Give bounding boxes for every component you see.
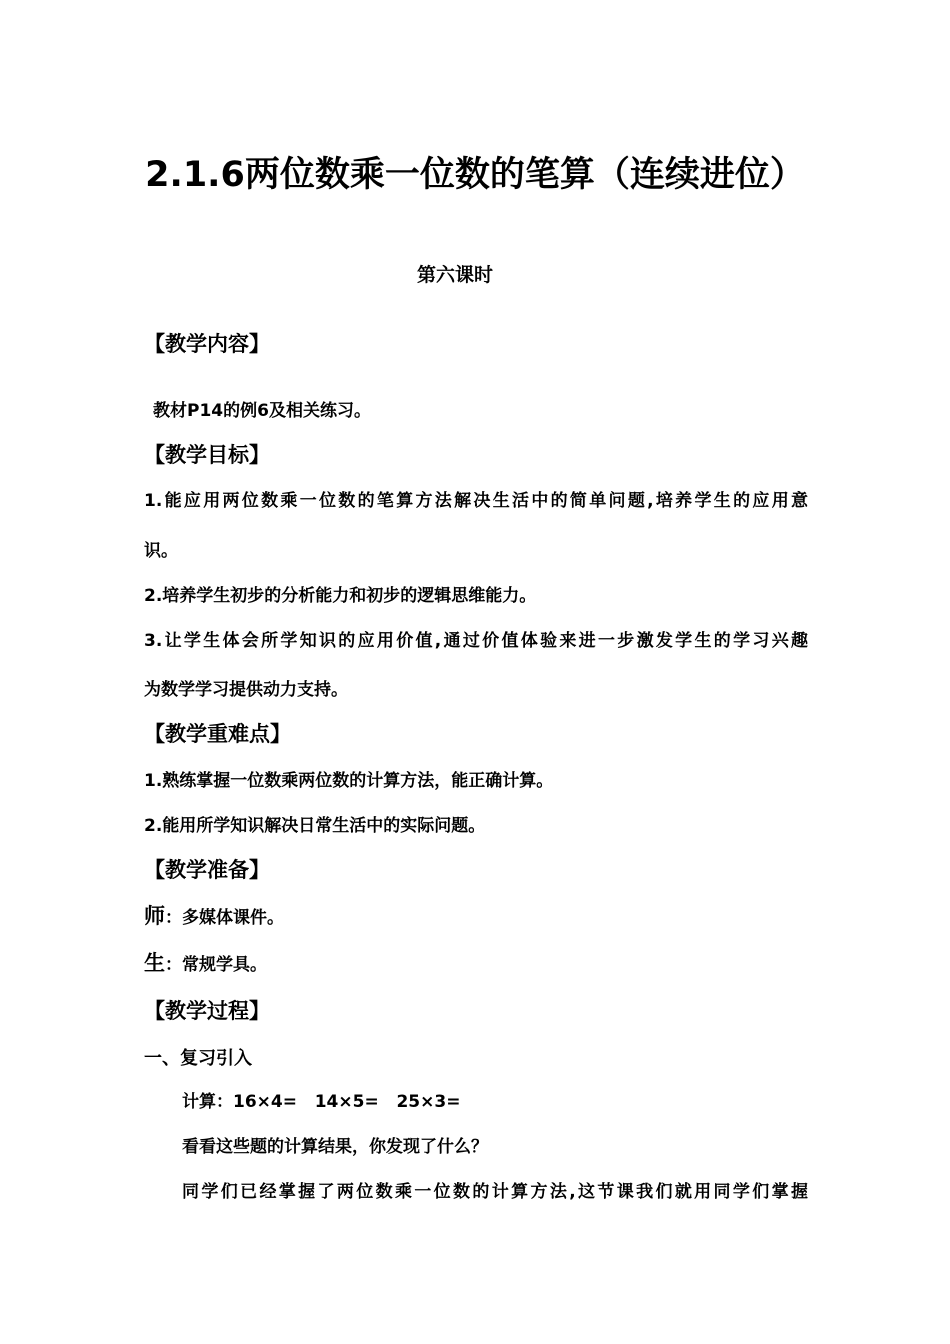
prep-teacher — [144, 906, 284, 927]
goal-1-line-2: 识。 — [144, 541, 178, 561]
lesson-subtitle: 第六课时 — [416, 264, 493, 286]
review-calculation: 计算：16×4= 14×5= 25×3= — [182, 1092, 461, 1112]
prep-teacher-label: 师 — [144, 904, 165, 928]
key-point-1: 1.熟练掌握一位数乘两位数的计算方法，能正确计算。 — [144, 771, 554, 791]
heading-goals: 【教学目标】 — [144, 443, 270, 467]
prep-student-label: 生 — [144, 951, 165, 975]
goal-2: 2.培养学生初步的分析能力和初步的逻辑思维能力。 — [144, 586, 537, 606]
goal-3-line-2: 为数学学习提供动力支持。 — [144, 680, 348, 700]
process-step-1-title: 一、复习引入 — [144, 1048, 252, 1069]
page-title: 2.1.6两位数乘一位数的笔算（连续进位） — [145, 155, 805, 195]
prep-teacher-text: ：多媒体课件。 — [165, 908, 284, 928]
review-closing-line: 同学们已经掌握了两位数乘一位数的计算方法,这节课我们就用同学们掌握 — [182, 1182, 808, 1202]
content-text: 教材P14的例6及相关练习。 — [153, 401, 371, 421]
prep-student — [144, 953, 267, 974]
key-point-2: 2.能用所学知识解决日常生活中的实际问题。 — [144, 816, 486, 836]
heading-process: 【教学过程】 — [144, 999, 270, 1023]
review-question: 看看这些题的计算结果，你发现了什么？ — [182, 1137, 488, 1157]
heading-preparation: 【教学准备】 — [144, 858, 270, 882]
goal-3-line-1: 3.让学生体会所学知识的应用价值,通过价值体验来进一步激发学生的学习兴趣 — [144, 631, 808, 651]
prep-student-text: ：常规学具。 — [165, 955, 267, 975]
heading-key-points: 【教学重难点】 — [144, 722, 291, 746]
goal-1-line-1: 1.能应用两位数乘一位数的笔算方法解决生活中的简单问题,培养学生的应用意 — [144, 491, 808, 511]
heading-content: 【教学内容】 — [144, 332, 270, 356]
